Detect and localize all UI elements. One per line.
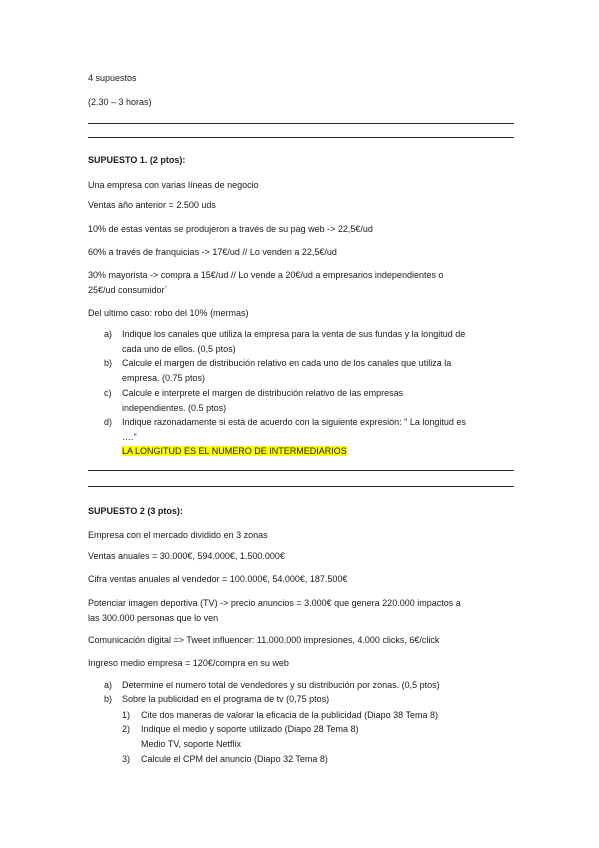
paragraph: 60% a través de franquicias -> 17€/ud // Lo venden a 22,5€/ud (88, 247, 337, 257)
sublist-item: Calcule el CPM del anuncio (Diapo 32 Tema 8) (141, 754, 328, 764)
sublist-item: Indique el medio y soporte utilizado (Diapo 28 Tema 8) (141, 724, 359, 734)
paragraph: Cifra ventas anuales al vendedor = 100.000€, 54.000€, 187.500€ (88, 574, 348, 584)
paragraph: Una empresa con varias líneas de negocio (88, 180, 259, 190)
sublist-marker: 3) (122, 754, 131, 764)
sublist-item: Cite dos maneras de valorar la eficacia de la publicidad (Diapo 38 Tema 8) (141, 710, 438, 720)
list-item: …." (122, 432, 137, 442)
highlight-text: LA LONGITUD ES EL NUMERO DE INTERMEDIARIOS (122, 446, 347, 456)
list-marker: d) (104, 417, 113, 427)
paragraph: las 300.000 personas que lo ven (88, 613, 219, 623)
exam-count: 4 supuestos (88, 73, 137, 83)
list-marker: c) (104, 388, 112, 398)
section-title-supuesto-2: SUPUESTO 2 (3 ptos): (88, 506, 183, 516)
exam-duration: (2.30 – 3 horas) (88, 97, 152, 107)
list-marker: b) (104, 358, 113, 368)
list-item: Indique razonadamente si está de acuerdo con la siguiente expresión: " La longitud es (122, 417, 466, 427)
list-marker: b) (104, 694, 113, 704)
list-item: empresa. (0.75 ptos) (122, 373, 206, 383)
highlighted-answer (122, 446, 347, 457)
list-item: Calcule e interprete el margen de distribución relativo de las empresas (122, 388, 404, 398)
divider-line (88, 470, 514, 471)
paragraph: Ventas anuales = 30.000€, 594.000€, 1.500.000€ (88, 551, 285, 561)
divider-line (88, 123, 514, 124)
section-title-supuesto-1: SUPUESTO 1. (2 ptos): (88, 155, 186, 165)
paragraph: 25€/ud consumidor` (88, 285, 168, 295)
paragraph: Potenciar imagen deportiva (TV) -> precio anuncios = 3.000€ que genera 220.000 impactos a (88, 598, 461, 608)
paragraph: Del ultimo caso: robo del 10% (mermas) (88, 308, 249, 318)
list-item: Indique los canales que utiliza la empresa para la venta de sus fundas y la longitud de (122, 329, 466, 339)
sublist-marker: 2) (122, 724, 131, 734)
list-item: Calcule el margen de distribución relativo en cada uno de los canales que utiliza la (122, 358, 452, 368)
paragraph: Ventas año anterior = 2.500 uds (88, 200, 216, 210)
sublist-marker: 1) (122, 710, 131, 720)
paragraph: Ingreso medio empresa = 120€/compra en su web (88, 658, 289, 668)
divider-line (88, 486, 514, 487)
paragraph: 30% mayorista -> compra a 15€/ud // Lo vende a 20€/ud a empresarios independientes o (88, 270, 444, 280)
list-marker: a) (104, 680, 113, 690)
paragraph: 10% de estas ventas se produjeron a través de su pag web -> 22,5€/ud (88, 224, 373, 234)
list-item: Sobre la publicidad en el programa de tv (0,75 ptos) (122, 694, 330, 704)
list-item: Determine el numero total de vendedores y su distribución por zonas. (0,5 ptos) (122, 680, 440, 690)
paragraph: Comunicación digital => Tweet influencer: 11.000.000 impresiones, 4.000 clicks, 6€/click (88, 635, 440, 645)
list-item: independientes. (0.5 ptos) (122, 403, 227, 413)
list-marker: a) (104, 329, 113, 339)
divider-line (88, 137, 514, 138)
list-item: cada uno de ellos. (0,5 ptos) (122, 344, 236, 354)
sublist-item: Medio TV, soporte Netflix (141, 739, 242, 749)
paragraph: Empresa con el mercado dividido en 3 zonas (88, 530, 268, 540)
